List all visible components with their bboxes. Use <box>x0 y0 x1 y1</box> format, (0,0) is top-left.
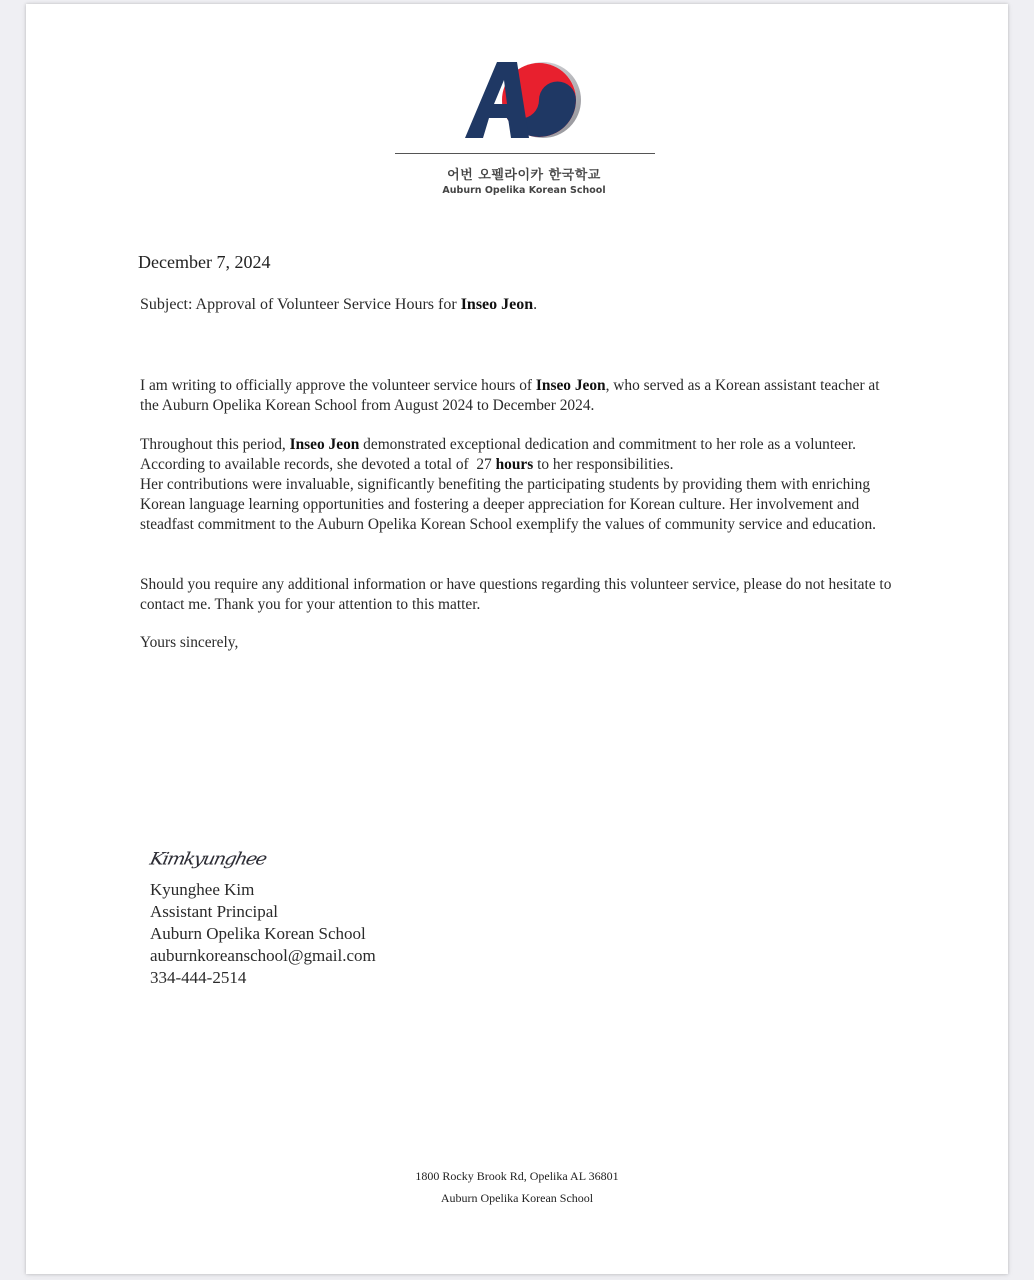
p1-student-name: Inseo Jeon <box>535 377 606 394</box>
signature-block <box>150 879 376 989</box>
logo-english-name: Auburn Opelika Korean School <box>442 185 606 196</box>
p2-text-end: to her responsibilities. <box>533 456 674 473</box>
signer-organization: Auburn Opelika Korean School <box>150 924 366 943</box>
logo-divider <box>395 153 655 154</box>
signer-email[interactable]: auburnkoreanschool@gmail.com <box>150 946 376 965</box>
p2-contributions: Her contributions were invaluable, significantly benefiting the participating students by providing them with enriching Korean language learning opportunities and fostering a deeper appreciation for Korean culture. Her involvement and steadfast commitment to the Auburn Opelika Korean School exemplify the values of community service and education. <box>140 476 876 533</box>
letter-date: December 7, 2024 <box>138 252 271 272</box>
logo-korean-name: 어번 오펠라이카 한국학교 <box>447 168 601 183</box>
p2-text: Throughout this period, <box>140 436 290 453</box>
p2-text-mid: demonstrated exceptional dedication and commitment to her role as a volunteer. According to available records, she devoted a total of 27 <box>140 436 859 473</box>
p1-text: I am writing to officially approve the volunteer service hours of <box>140 377 536 394</box>
subject-suffix: . <box>533 296 538 313</box>
handwritten-signature: Kimkyunghee <box>148 849 268 869</box>
letter-subject <box>140 296 537 314</box>
school-logo <box>394 54 654 146</box>
signer-phone: 334-444-2514 <box>150 968 247 987</box>
paragraph-approval <box>140 376 900 416</box>
subject-name: Inseo Jeon <box>460 296 534 313</box>
footer-organization: Auburn Opelika Korean School <box>440 1191 594 1205</box>
letter-page <box>26 4 1008 1274</box>
signer-title: Assistant Principal <box>150 902 278 921</box>
p1-text-end: , who served as a Korean assistant teacher at the Auburn Opelika Korean School from August 2024 to December 2024. <box>140 377 880 414</box>
footer-address: 1800 Rocky Brook Rd, Opelika AL 36801 <box>415 1169 619 1183</box>
signer-name: Kyunghee Kim <box>150 880 255 899</box>
paragraph-contact: Should you require any additional information or have questions regarding this volunteer service, please do not hesitate to contact me. Thank you for your attention to this matter. <box>140 576 892 613</box>
p2-student-name: Inseo Jeon <box>289 436 360 453</box>
paragraph-dedication <box>140 435 900 535</box>
letter-closing: Yours sincerely, <box>140 634 239 651</box>
school-logo-mark-icon <box>459 54 589 146</box>
subject-text: Subject: Approval of Volunteer Service Hours for <box>140 296 461 313</box>
p2-hours: hours <box>495 456 534 473</box>
